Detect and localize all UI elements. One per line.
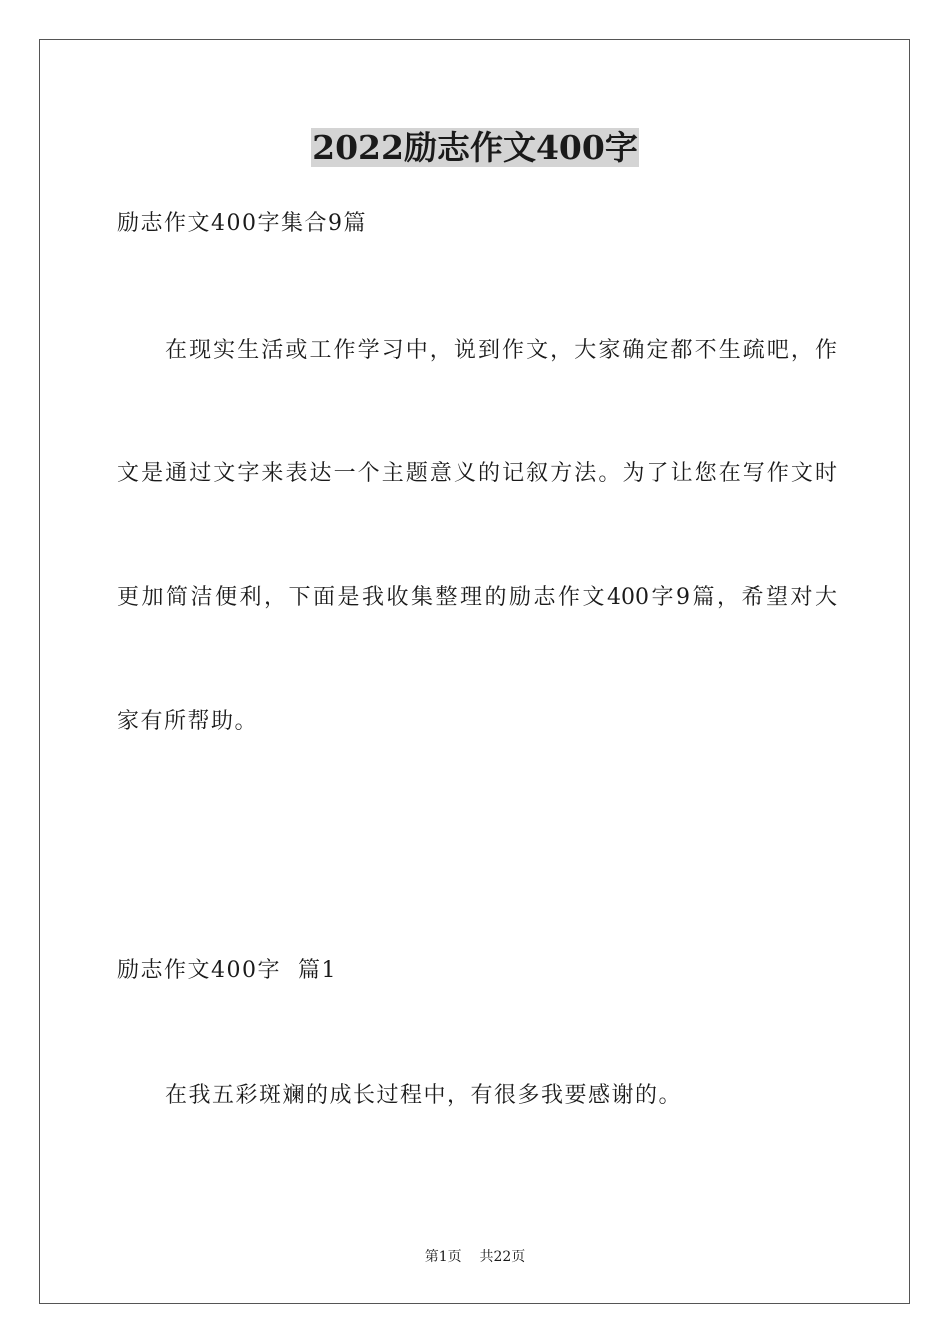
intro-line-1: 在现实生活或工作学习中，说到作文，大家确定都不生疏吧，作: [165, 338, 837, 363]
section-heading: 励志作文400字 篇1: [117, 958, 337, 983]
document-title: [0, 126, 950, 170]
title-text: 2022励志作文400字: [312, 128, 638, 167]
intro-line-3: 更加简洁便利，下面是我收集整理的励志作文400字9篇，希望对大: [117, 585, 837, 610]
section-first-line: 在我五彩斑斓的成长过程中，有很多我要感谢的。: [165, 1083, 683, 1108]
intro-line-2: 文是通过文字来表达一个主题意义的记叙方法。为了让您在写作文时: [117, 461, 837, 486]
page-number-footer: 第1页 共22页: [424, 1249, 526, 1265]
subtitle: 励志作文400字集合9篇: [117, 211, 367, 236]
intro-line-4: 家有所帮助。: [117, 709, 259, 734]
